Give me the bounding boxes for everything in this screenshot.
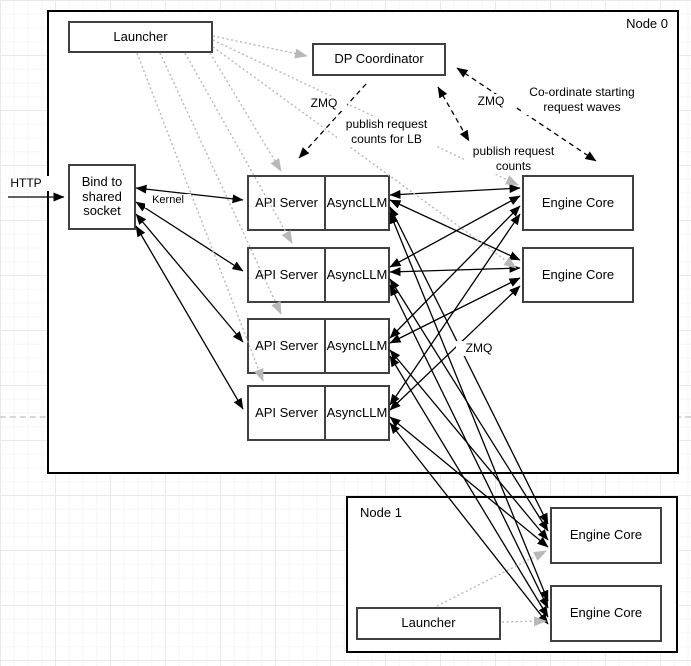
- asyncllm-label: AsyncLLM: [326, 337, 388, 353]
- api-server-label: API Server: [249, 177, 326, 229]
- node1-launcher-box: Launcher: [356, 607, 501, 640]
- asyncllm-label: AsyncLLM: [326, 266, 388, 282]
- publish-request-counts-label: publish request counts: [464, 144, 563, 174]
- zmq-coordinator-engines-label: ZMQ: [468, 94, 514, 109]
- coordinate-starting-request-waves-label: Co-ordinate starting request waves: [521, 85, 643, 115]
- asyncllm-label: AsyncLLM: [326, 194, 388, 210]
- dp-coordinator-box: DP Coordinator: [312, 43, 446, 76]
- api-server-label: API Server: [249, 249, 326, 301]
- zmq-mesh-label: ZMQ: [456, 341, 502, 356]
- kernel-label: Kernel: [145, 194, 191, 208]
- node0-engine-core-1-box: Engine Core: [522, 175, 634, 231]
- api-server-label: API Server: [249, 387, 326, 439]
- asyncllm-label: AsyncLLM: [326, 404, 388, 420]
- api-server-row-4: [247, 385, 390, 441]
- node1-engine-core-1-box: Engine Core: [550, 507, 662, 564]
- http-label: HTTP: [3, 176, 49, 191]
- node1-label: Node 1: [360, 505, 402, 520]
- api-server-row-2: [247, 247, 390, 303]
- api-server-label: API Server: [249, 320, 326, 372]
- api-server-row-3: [247, 318, 390, 374]
- node1-engine-core-2-box: Engine Core: [550, 585, 662, 642]
- bind-shared-socket-box: Bind to shared socket: [68, 164, 136, 230]
- api-server-row-1: [247, 175, 390, 231]
- node0-engine-core-2-box: Engine Core: [522, 247, 634, 303]
- node0-launcher-box: Launcher: [68, 21, 213, 53]
- zmq-coordinator-api-label: ZMQ: [301, 96, 347, 111]
- publish-request-counts-lb-label: publish request counts for LB: [337, 117, 436, 147]
- node0-label: Node 0: [626, 16, 668, 31]
